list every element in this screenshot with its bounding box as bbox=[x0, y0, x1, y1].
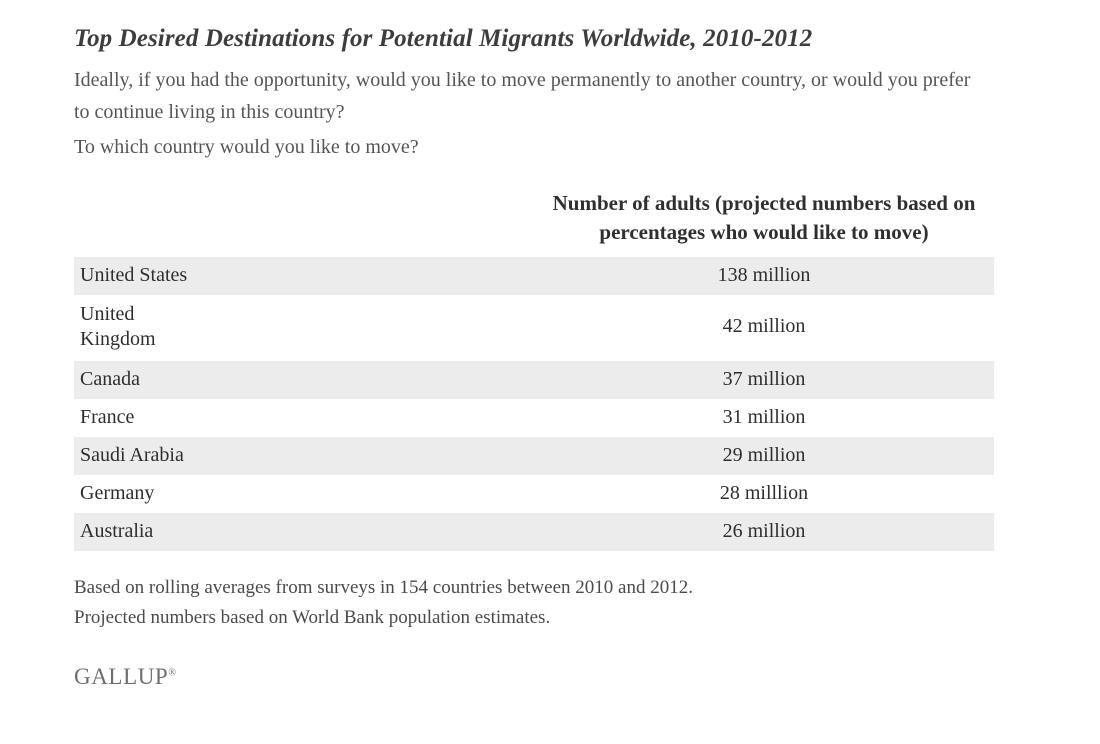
country-cell-line-2: Kingdom bbox=[80, 327, 156, 350]
table-row bbox=[74, 399, 994, 437]
table-row bbox=[74, 257, 994, 295]
registered-mark-icon: ® bbox=[168, 666, 177, 678]
country-cell: United States bbox=[74, 257, 534, 295]
gallup-logo-text: GALLUP bbox=[74, 663, 169, 689]
value-cell: 28 milllion bbox=[719, 481, 809, 504]
value-cell: 42 million bbox=[722, 315, 806, 338]
destinations-table bbox=[74, 189, 994, 551]
table-row bbox=[74, 437, 994, 475]
table-row bbox=[74, 295, 994, 361]
gallup-logo bbox=[74, 664, 1000, 690]
question-line-2: To which country would you like to move? bbox=[74, 135, 419, 158]
country-cell-line-1: United bbox=[80, 302, 135, 325]
value-cell: 138 million bbox=[534, 257, 994, 295]
value-cell: 37 million bbox=[534, 361, 994, 399]
footnote-line-1: Based on rolling averages from surveys in 154 countries between 2010 and 2012. bbox=[74, 576, 693, 598]
value-cell: 26 million bbox=[534, 513, 994, 551]
country-cell: Australia bbox=[74, 513, 534, 551]
data-table-wrapper bbox=[74, 189, 994, 551]
survey-question bbox=[74, 64, 984, 163]
country-cell: Canada bbox=[74, 361, 534, 399]
footnote-line-2: Projected numbers based on World Bank population estimates. bbox=[74, 607, 551, 629]
country-column-header bbox=[74, 189, 534, 257]
table-row bbox=[74, 513, 994, 551]
country-cell: Germany bbox=[80, 481, 155, 504]
value-column-header: Number of adults (projected numbers based on percentages who would like to move) bbox=[552, 190, 976, 244]
country-cell: France bbox=[80, 405, 135, 428]
footnote bbox=[74, 573, 994, 634]
table-row bbox=[74, 475, 994, 513]
page-title: Top Desired Destinations for Potential Migrants Worldwide, 2010-2012 bbox=[74, 25, 813, 52]
value-cell: 31 million bbox=[722, 405, 806, 428]
country-cell bbox=[74, 295, 534, 361]
table-header bbox=[74, 189, 994, 257]
question-line-1: Ideally, if you had the opportunity, would you like to move permanently to another country, or would you prefer to continue living in this country? bbox=[74, 68, 971, 124]
country-cell: Saudi Arabia bbox=[74, 437, 534, 475]
value-cell: 29 million bbox=[534, 437, 994, 475]
table-header-row bbox=[74, 189, 994, 257]
table-body bbox=[74, 257, 994, 551]
table-row bbox=[74, 361, 994, 399]
